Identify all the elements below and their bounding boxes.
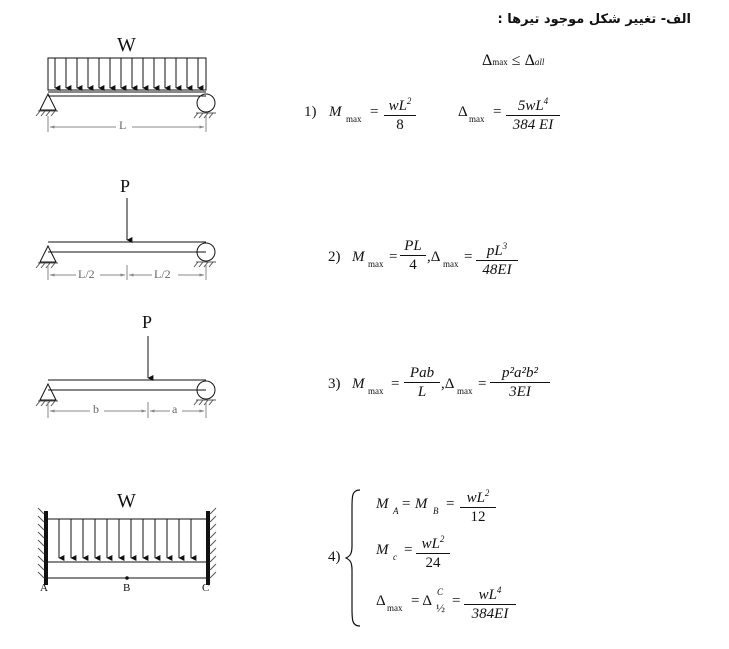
f3-delta: ,Δ [441,376,455,392]
curly-brace [344,488,364,628]
f4-sub-c: c [393,552,397,562]
f4-line3-fraction: $\frac{wL^4}{384EI}$ [464,581,516,623]
fixed-support-right [210,508,216,578]
f4-delta-max: max [387,603,403,613]
f2-delta: ,Δ [427,249,441,265]
f1-eq-2: = [493,104,502,120]
f4-eq-3: = [452,593,461,609]
f4-sub-b: B [433,506,439,516]
diagram-3-eccentric-load [36,336,216,418]
f4-delta: Δ [376,593,386,609]
diagram-4-fixed-udl [38,508,216,585]
roller-support [197,94,215,112]
label-p-3: P [142,312,153,332]
f4-mb: = M [401,496,428,512]
deflection-condition: Δmax ≤ Δall [482,52,545,69]
f2-m: M [352,249,365,265]
f1-eq: = [370,104,379,120]
f3-delta-max: max [457,386,473,396]
f4-sub-a: A [393,506,399,516]
label-point-a: A [40,582,48,594]
label-point-c: C [202,582,210,594]
f2-delta-max: max [443,259,459,269]
fixed-support-left [38,508,44,578]
f4-eq-2: = [404,542,413,558]
label-a: a [172,402,178,416]
f4-line2-fraction: $\frac{wL^2}{24}$ [416,530,450,572]
midspan-point [125,576,129,580]
f4-sup-c: C [437,587,444,597]
pin-support [40,246,56,262]
f3-m: M [352,376,365,392]
label-p-2: P [120,176,131,196]
f4-line1-fraction: $\frac{wL^2}{12}$ [460,484,496,526]
udl-arrows [55,58,198,88]
f1-delta: Δ [458,104,468,120]
label-w-4: W [117,490,136,512]
f1-deflection-fraction: $\frac{5wL^4}{384 EI}$ [506,92,560,134]
label-point-b: B [123,582,131,594]
f4-sub-half: ½ [436,601,445,615]
f2-max: max [368,259,384,269]
f3-eq-2: = [478,376,487,392]
f2-eq-2: = [464,249,473,265]
f4-mc: M [376,542,389,558]
label-half-1: L/2 [78,267,95,281]
f1-max: max [346,114,362,124]
f3-max: max [368,386,384,396]
formula-4-number: 4) [328,549,341,565]
formula-3-number: 3) [328,376,341,392]
f4-ma: M [376,496,389,512]
f3-eq: = [391,376,400,392]
label-b: b [93,402,99,416]
f2-eq: = [389,249,398,265]
f1-m: M [329,104,342,120]
f2-moment-fraction: $\frac{PL}{4}$ [400,237,426,274]
label-half-2: L/2 [154,267,171,281]
f1-moment-fraction: $\frac{wL^2}{8}$ [384,92,416,134]
formula-1-number: 1) [304,104,317,120]
udl-arrows [59,519,191,558]
section-heading: الف- تغییر شکل موجود تیرها : [497,12,691,27]
f3-moment-fraction: Pab L [404,364,440,401]
f4-delta-c: = Δ [411,593,433,609]
udl-block [48,58,206,90]
f2-deflection-fraction: $\frac{pL^3}{48EI}$ [476,237,518,279]
formula-2-number: 2) [328,249,341,265]
label-w-1: W [117,34,136,56]
f1-delta-max: max [469,114,485,124]
label-span-l: L [119,118,127,132]
f3-deflection-fraction: $\frac{\text{p²a²b²}}{3EI}$ [490,364,550,401]
f4-eq-1: = [446,496,455,512]
diagram-2-center-load [36,198,216,280]
pin-support [40,384,56,400]
